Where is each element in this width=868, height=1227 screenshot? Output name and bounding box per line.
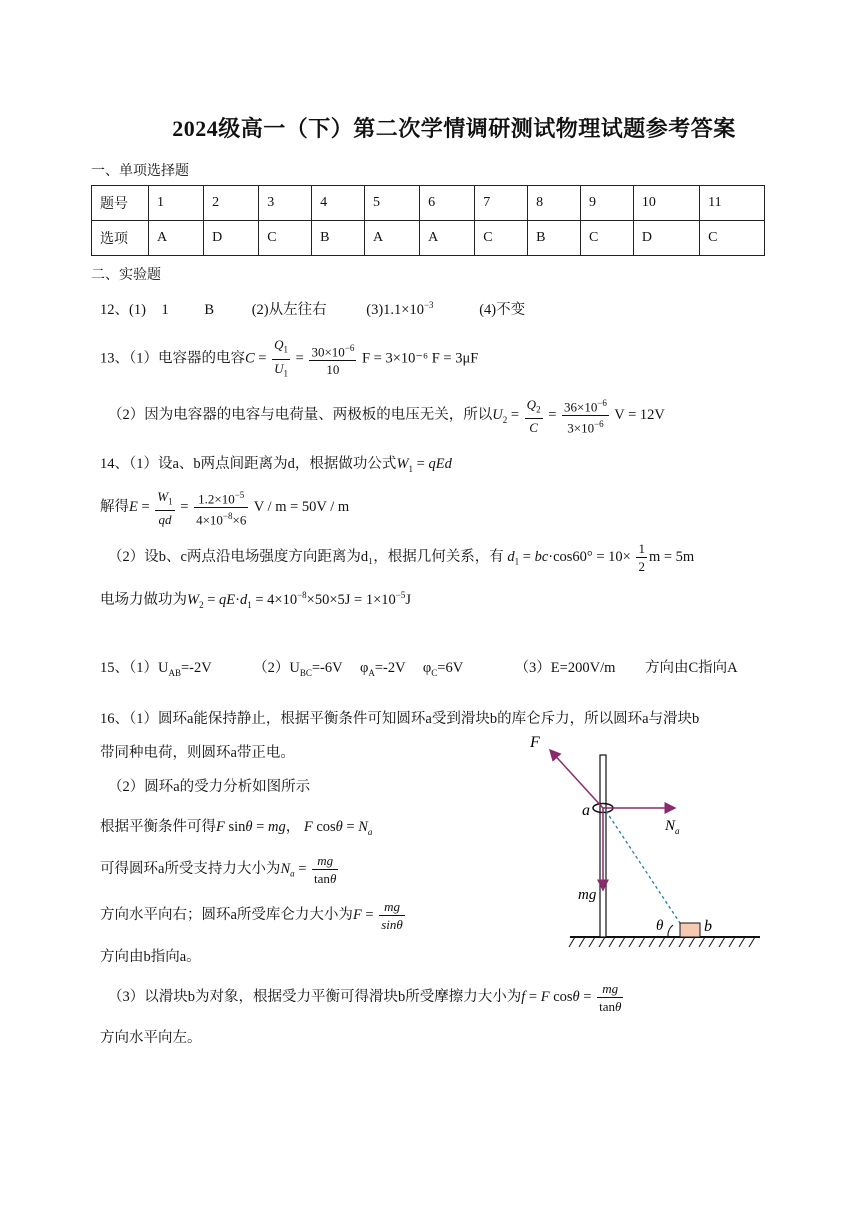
q12-answer-2: B [204, 302, 215, 318]
block-b [680, 923, 700, 937]
q14-result: V / m = 50V / m [253, 499, 350, 516]
table-cell: 10 [633, 186, 699, 221]
label-N: $N_a$ [665, 818, 680, 836]
q14-text: 14、（1）设a、b两点间距离为d，根据做功公式 [100, 456, 397, 472]
label-b: b [704, 918, 712, 935]
table-cell: D [204, 221, 259, 256]
table-cell: 4 [312, 186, 365, 221]
fraction: $\frac{mg}{\tan\theta}$ [599, 981, 622, 1014]
q16-line-4: 根据平衡条件可得F sinθ = mg， F $\cos\theta = N_a$ [100, 819, 373, 837]
ground-hatch [569, 937, 755, 947]
label-theta: θ [656, 918, 664, 934]
table-cell: 5 [365, 186, 420, 221]
q16-line-3: （2）圆环a的受力分析如图所示 [108, 779, 311, 795]
fraction: $\frac{1.2\times 10^{-5}}{4\times 10^{-8}\times 6}$ [194, 487, 248, 529]
q12-answer-1: 1 [161, 302, 169, 318]
q16-text: （3）以滑块b为对象，根据受力平衡可得滑块b所受摩擦力大小为 [108, 988, 522, 1005]
table-row [92, 186, 765, 221]
fraction: $\frac{W_1}{qd}$ [157, 488, 173, 528]
label-a: a [582, 802, 590, 819]
q12-answer-3: (2)从左往右 [251, 302, 327, 318]
q14-line-2: 解得E = $\frac{W_1}{qd}$ = $\frac{1.2\times 10^{-5}}{4\times 10^{-8}\times 6}$ V / m = 50V / m [100, 488, 350, 528]
q16-line-7: 方向由b指向a。 [100, 949, 201, 965]
q14-text: 解得 [100, 499, 129, 516]
table-cell: A [420, 221, 475, 256]
section-heading-experiment: 二、实验题 [91, 268, 161, 283]
q12-number: 12、(1) [100, 302, 146, 318]
q14-line-3: （2）设b、c两点沿电场强度方向距离为d₁，根据几何关系，有 $d_1 = bc\cdot\cos 60^\circ = 10\times$ $\frac{1}{2}$ m = 5m [108, 541, 695, 574]
table-cell: D [633, 221, 699, 256]
q13-line-2: （2）因为电容器的电容与电荷量、两极板的电压无关，所以$U_2$ = $\frac{Q_2}{C}$ = $\frac{36\times 10^{-6}}{3\times 10^{-6}}$ V = 12V [108, 396, 665, 436]
table-cell: 2 [204, 186, 259, 221]
q15-line: 15、$(1)U_{AB}=-2V$ $(2)U_{BC}=-6V$ $\varphi_A=-2V$ $\varphi_C=6V$ （3）E=200V/m 方向由C指向A [100, 660, 738, 678]
table-cell: 1 [149, 186, 204, 221]
table-row [92, 221, 765, 256]
table-cell: C [700, 221, 765, 256]
q14-text: 电场力做功为 [100, 592, 187, 608]
fraction: $\frac{Q_2}{C}$ [526, 396, 541, 436]
table-cell: B [312, 221, 365, 256]
q14-text: （2）设b、c两点沿电场强度方向距离为d₁，根据几何关系，有 [108, 548, 504, 565]
theta-arc [668, 925, 673, 937]
fraction: $\frac{mg}{\tan\theta}$ [314, 853, 337, 886]
q16-line-1: 16、（1）圆环a能保持静止，根据平衡条件可知圆环a受到滑块b的库仑斥力，所以圆环a与滑块b [100, 711, 700, 727]
table-row-label: 选项 [92, 221, 149, 256]
table-cell: C [581, 221, 634, 256]
page-title: 2024级高一（下）第二次学情调研测试物理试题参考答案 [172, 116, 736, 141]
q14-line-1: 14、（1）设a、b两点间距离为d，根据做功公式$W_1$ = qEd [100, 456, 452, 474]
fraction: $\frac{30\times 10^{-6}}{10}$ [309, 340, 356, 378]
table-cell: 7 [475, 186, 528, 221]
q16-text: 方向水平向右；圆环a所受库仑力大小为 [100, 906, 353, 923]
table-cell: 3 [259, 186, 312, 221]
answer-table [91, 185, 765, 256]
q16-line-8: （3）以滑块b为对象，根据受力平衡可得滑块b所受摩擦力大小为f = F cosθ = $\frac{mg}{\tan\theta}$ [108, 981, 622, 1014]
table-cell: A [149, 221, 204, 256]
table-cell: 6 [420, 186, 475, 221]
fraction: $\frac{Q_1}{U_1}$ [274, 337, 288, 379]
q12-answer-5: (4)不变 [479, 302, 526, 318]
label-mg: mg [578, 887, 597, 903]
q16-text: 根据平衡条件可得 [100, 819, 216, 835]
q13-line-1: 13、（1）电容器的电容C = $\frac{Q_1}{U_1}$ = $\frac{30\times 10^{-6}}{10}$ F = 3×10⁻⁶ F = 3μF [100, 336, 478, 382]
table-cell: 9 [581, 186, 634, 221]
q12-answer-4: $(3)1.1\times 10^{-3}$ [366, 300, 434, 318]
table-cell: 8 [528, 186, 581, 221]
q13-result: V = 12V [614, 407, 665, 424]
q16-line-2: 带同种电荷，则圆环a带正电。 [100, 745, 295, 761]
table-cell: 11 [700, 186, 765, 221]
q16-text: 可得圆环a所受支持力大小为 [100, 860, 281, 877]
table-cell: B [528, 221, 581, 256]
q16-line-5: 可得圆环a所受支持力大小为$N_a$ = $\frac{mg}{\tan\theta}$ [100, 853, 337, 886]
force-F-arrow [550, 750, 603, 808]
q13-text: 13、（1）电容器的电容 [100, 350, 245, 367]
table-row-label: 题号 [92, 186, 149, 221]
force-diagram [520, 725, 770, 955]
q16-line-6: 方向水平向右；圆环a所受库仑力大小为F = $\frac{mg}{\sin\theta}$ [100, 899, 403, 932]
q12-line [100, 298, 525, 319]
q14-line-4: 电场力做功为$W_2 = qE\cdot d_1 = 4\times 10^{-8}\times 50\times 5J = 1\times 10^{-5}J$ [100, 590, 412, 610]
table-cell: C [259, 221, 312, 256]
table-cell: A [365, 221, 420, 256]
fraction: $\frac{mg}{\sin\theta}$ [381, 899, 403, 932]
q13-result: F = 3×10⁻⁶ F = 3μF [361, 350, 479, 367]
fraction: $\frac{1}{2}$ [638, 541, 645, 574]
q16-line-9: 方向水平向左。 [100, 1030, 202, 1046]
table-cell: C [475, 221, 528, 256]
section-heading-choice: 一、单项选择题 [91, 164, 189, 179]
label-F: F [530, 734, 540, 751]
fraction: $\frac{36\times 10^{-6}}{3\times 10^{-6}}$ [562, 395, 609, 437]
q13-text: （2）因为电容器的电容与电荷量、两极板的电压无关，所以 [108, 407, 493, 424]
